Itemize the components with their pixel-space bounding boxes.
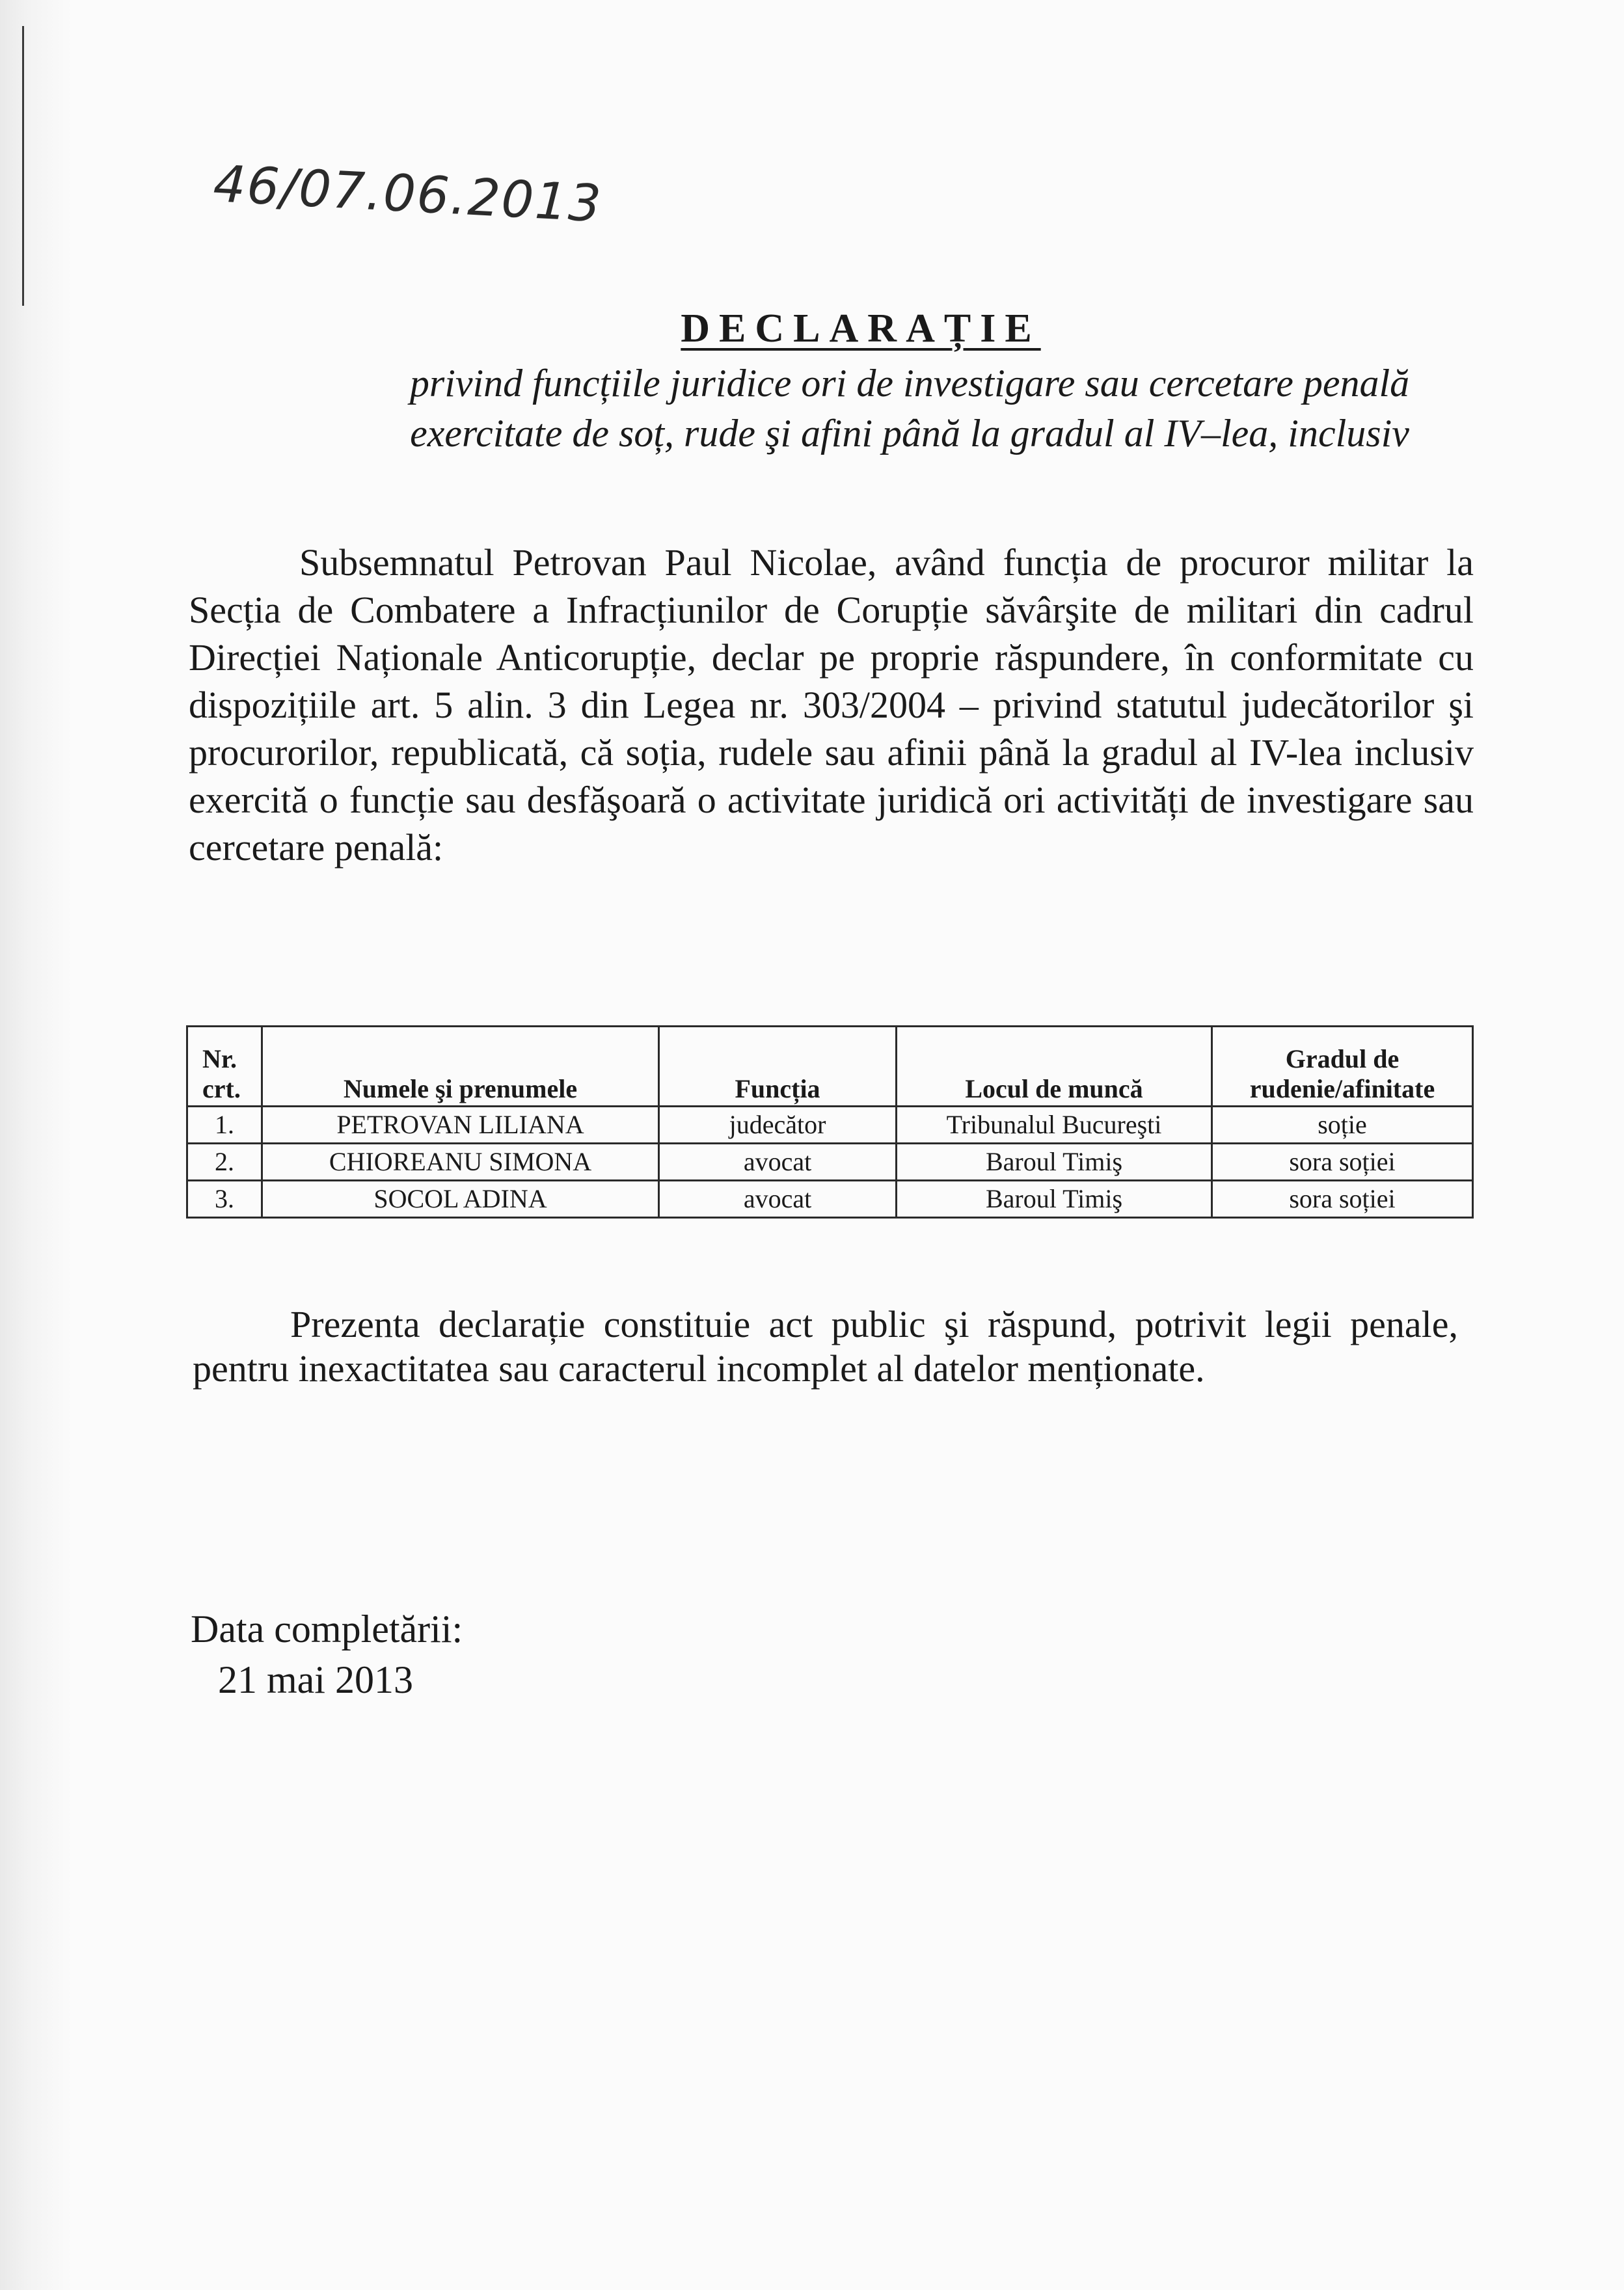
table-row	[187, 1181, 1473, 1218]
closing-paragraph: Prezenta declarație constituie act public şi răspund, potrivit legii penale, pentru inexactitatea sau caracterul incomplet al datelor menționate.	[193, 1303, 1458, 1390]
cell-function: avocat	[659, 1144, 897, 1181]
cell-nr: 2.	[187, 1144, 262, 1181]
binding-line	[22, 26, 24, 306]
cell-name: PETROVAN LILIANA	[262, 1107, 659, 1144]
cell-workplace: Baroul Timiş	[897, 1144, 1212, 1181]
table-row	[187, 1107, 1473, 1144]
cell-nr: 3.	[187, 1181, 262, 1218]
completion-date-value: 21 mai 2013	[218, 1658, 413, 1701]
table-row	[187, 1144, 1473, 1181]
header-name: Numele şi prenumele	[262, 1027, 659, 1107]
header-nr: Nr. crt.	[187, 1027, 262, 1107]
document-title: DECLARAȚIE	[681, 306, 1041, 351]
table-header-row	[187, 1027, 1473, 1107]
cell-workplace: Tribunalul Bucureşti	[897, 1107, 1212, 1144]
cell-workplace: Baroul Timiş	[897, 1181, 1212, 1218]
header-workplace: Locul de muncă	[897, 1027, 1212, 1107]
cell-degree: soție	[1212, 1107, 1473, 1144]
cell-name: CHIOREANU SIMONA	[262, 1144, 659, 1181]
cell-function: avocat	[659, 1181, 897, 1218]
header-degree: Gradul de rudenie/afinitate	[1212, 1027, 1473, 1107]
declaration-paragraph: Subsemnatul Petrovan Paul Nicolae, având funcția de procuror militar la Secția de Combatere a Infracțiunilor de Corupție săvârşite de militari din cadrul Direcției Naționale Anticorupție, declar pe proprie răspundere, în conformitate cu dispozițiile art. 5 alin. 3 din Legea nr. 303/2004 – privind statutul judecătorilor şi procurorilor, republicată, că soția, rudele sau afinii până la gradul al IV-lea inclusiv exercită o funcție sau desfăşoară o activitate juridică ori activități de investigare sau cercetare penală:	[189, 541, 1474, 869]
subtitle-line-1: privind funcțiile juridice ori de investigare sau cercetare penală	[409, 362, 1410, 405]
header-function: Funcția	[659, 1027, 897, 1107]
cell-nr: 1.	[187, 1107, 262, 1144]
relatives-table	[186, 1025, 1474, 1219]
cell-name: SOCOL ADINA	[262, 1181, 659, 1218]
subtitle-line-2: exercitate de soț, rude şi afini până la gradul al IV–lea, inclusiv	[410, 412, 1409, 455]
cell-degree: sora soției	[1212, 1181, 1473, 1218]
cell-function: judecător	[659, 1107, 897, 1144]
cell-degree: sora soției	[1212, 1144, 1473, 1181]
handwritten-registration-number: 46/07.06.2013	[211, 155, 604, 234]
completion-date-label: Data completării:	[191, 1608, 463, 1650]
